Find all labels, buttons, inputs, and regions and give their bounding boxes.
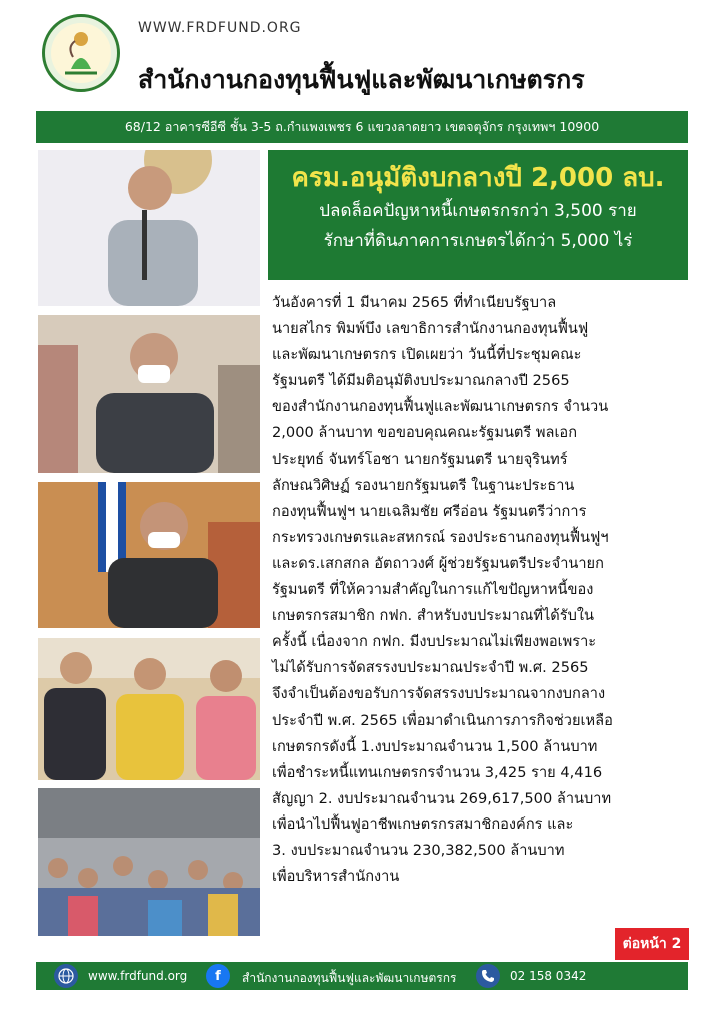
body-line: เพื่อนำไปฟื้นฟูอาชีพเกษตรกรสมาชิกองค์กร และ (272, 815, 574, 833)
body-line: ประจำปี พ.ศ. 2565 เพื่อมาดำเนินการภารกิจช่วยเหลือ (272, 711, 613, 729)
body-line: และดร.เสกสกล อัตถาวงศ์ ผู้ช่วยรัฐมนตรีประจำนายก (272, 554, 604, 572)
body-line: ลักษณวิศิษฏ์ รองนายกรัฐมนตรี ในฐานะประธาน (272, 476, 575, 494)
body-line: กองทุนฟื้นฟูฯ นายเฉลิมชัย ศรีอ่อน รัฐมนตรีว่าการ (272, 502, 587, 520)
body-line: ไม่ได้รับการจัดสรรงบประมาณประจำปี พ.ศ. 2565 (272, 659, 589, 677)
body-line: ครั้งนี้ เนื่องจาก กฟก. มีงบประมาณไม่เพียงพอเพราะ (272, 633, 597, 651)
address-text: 68/12 อาคารซีอีซี ชั้น 3-5 ถ.กำแพงเพชร 6 แขวงลาดยาว เขตจตุจักร กรุงเทพฯ 10900 (124, 119, 600, 134)
org-title: สำนักงานกองทุนฟื้นฟูและพัฒนาเกษตรกร (138, 65, 585, 94)
article-body (272, 290, 696, 890)
body-line: ประยุทธ์ จันทร์โอชา นายกรัฐมนตรี นายจุรินทร์ (272, 450, 568, 468)
facebook-icon: f (206, 964, 230, 988)
headline-title: ครม.อนุมัติงบกลางปี 2,000 ลบ. (291, 163, 665, 193)
photo-officials-group (38, 638, 260, 780)
body-line: เพื่อบริหารสำนักงาน (272, 868, 400, 886)
org-logo (42, 14, 120, 92)
continue-page-2-button[interactable]: ต่อหน้า 2 (615, 928, 689, 960)
photo-farmers-crowd (38, 788, 260, 936)
body-line: กระทรวงเกษตรและสหกรณ์ รองประธานกองทุนฟื้นฟูฯ (272, 528, 609, 546)
photo-secretary-general (38, 315, 260, 473)
address-bar (36, 111, 688, 143)
body-line: 2,000 ล้านบาท ขอขอบคุณคณะรัฐมนตรี พลเอก (272, 424, 578, 442)
body-line: เพื่อชำระหนี้แทนเกษตรกรจำนวน 3,425 ราย 4,416 (272, 763, 603, 781)
header-website[interactable]: WWW.FRDFUND.ORG (138, 20, 302, 36)
headline-subtitle-1: ปลดล็อคปัญหาหนี้เกษตรกรกว่า 3,500 ราย (319, 201, 637, 221)
globe-icon (54, 964, 78, 988)
headline-subtitle-2: รักษาที่ดินภาคการเกษตรได้กว่า 5,000 ไร่ (323, 231, 633, 251)
footer-website-link[interactable]: www.frdfund.org (88, 969, 188, 983)
phone-icon (476, 964, 500, 988)
body-line: จึงจำเป็นต้องขอรับการจัดสรรงบประมาณจากงบกลาง (272, 685, 606, 703)
body-line: ของสำนักงานกองทุนฟื้นฟูและพัฒนาเกษตรกร จำนวน (272, 398, 609, 416)
photo-minister (38, 482, 260, 628)
body-line: เกษตรกรสมาชิก กฟก. สำหรับงบประมาณที่ได้รับใน (272, 607, 594, 625)
body-line: เกษตรกรดังนี้ 1.งบประมาณจำนวน 1,500 ล้านบาท (272, 737, 598, 755)
footer-bar (36, 962, 688, 990)
headline-box (268, 150, 688, 280)
body-line: รัฐมนตรี ที่ให้ความสำคัญในการแก้ไขปัญหาหนี้ของ (272, 581, 594, 599)
footer-phone[interactable]: 02 158 0342 (510, 969, 587, 983)
body-line: 3. งบประมาณจำนวน 230,382,500 ล้านบาท (272, 841, 565, 859)
body-line: นายสไกร พิมพ์บึง เลขาธิการสำนักงานกองทุนฟื้นฟู (272, 320, 589, 338)
body-line: วันอังคารที่ 1 มีนาคม 2565 ที่ทำเนียบรัฐบาล (272, 294, 557, 311)
body-line: รัฐมนตรี ได้มีมติอนุมัติงบประมาณกลางปี 2565 (272, 372, 570, 390)
footer-facebook-link[interactable]: สำนักงานกองทุนฟื้นฟูและพัฒนาเกษตรกร (242, 971, 457, 985)
body-line: และพัฒนาเกษตรกร เปิดเผยว่า วันนี้ที่ประชุมคณะ (272, 346, 582, 364)
body-line: สัญญา 2. งบประมาณจำนวน 269,617,500 ล้านบาท (272, 789, 612, 807)
logo-emblem-icon (45, 17, 117, 89)
photo-prime-minister (38, 150, 260, 306)
